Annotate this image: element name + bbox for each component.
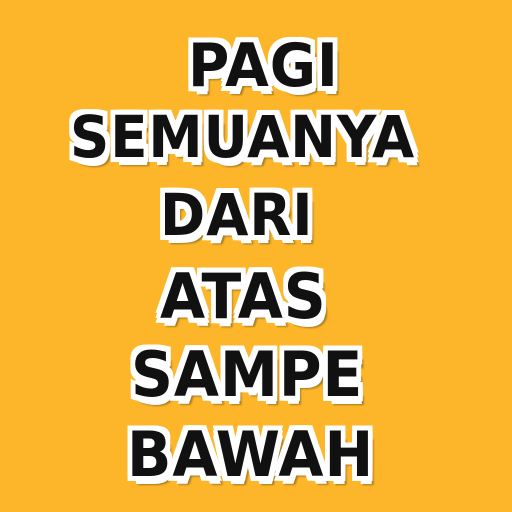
text-line-6: BAWAH (127, 418, 375, 491)
text-line-5: SAMPE (131, 338, 364, 411)
text-line-4: ATAS (160, 260, 327, 333)
text-line-1: PAGI (188, 31, 339, 101)
text-line-2: SEMUANYA (70, 103, 416, 171)
text-line-3: DARI (160, 181, 314, 249)
